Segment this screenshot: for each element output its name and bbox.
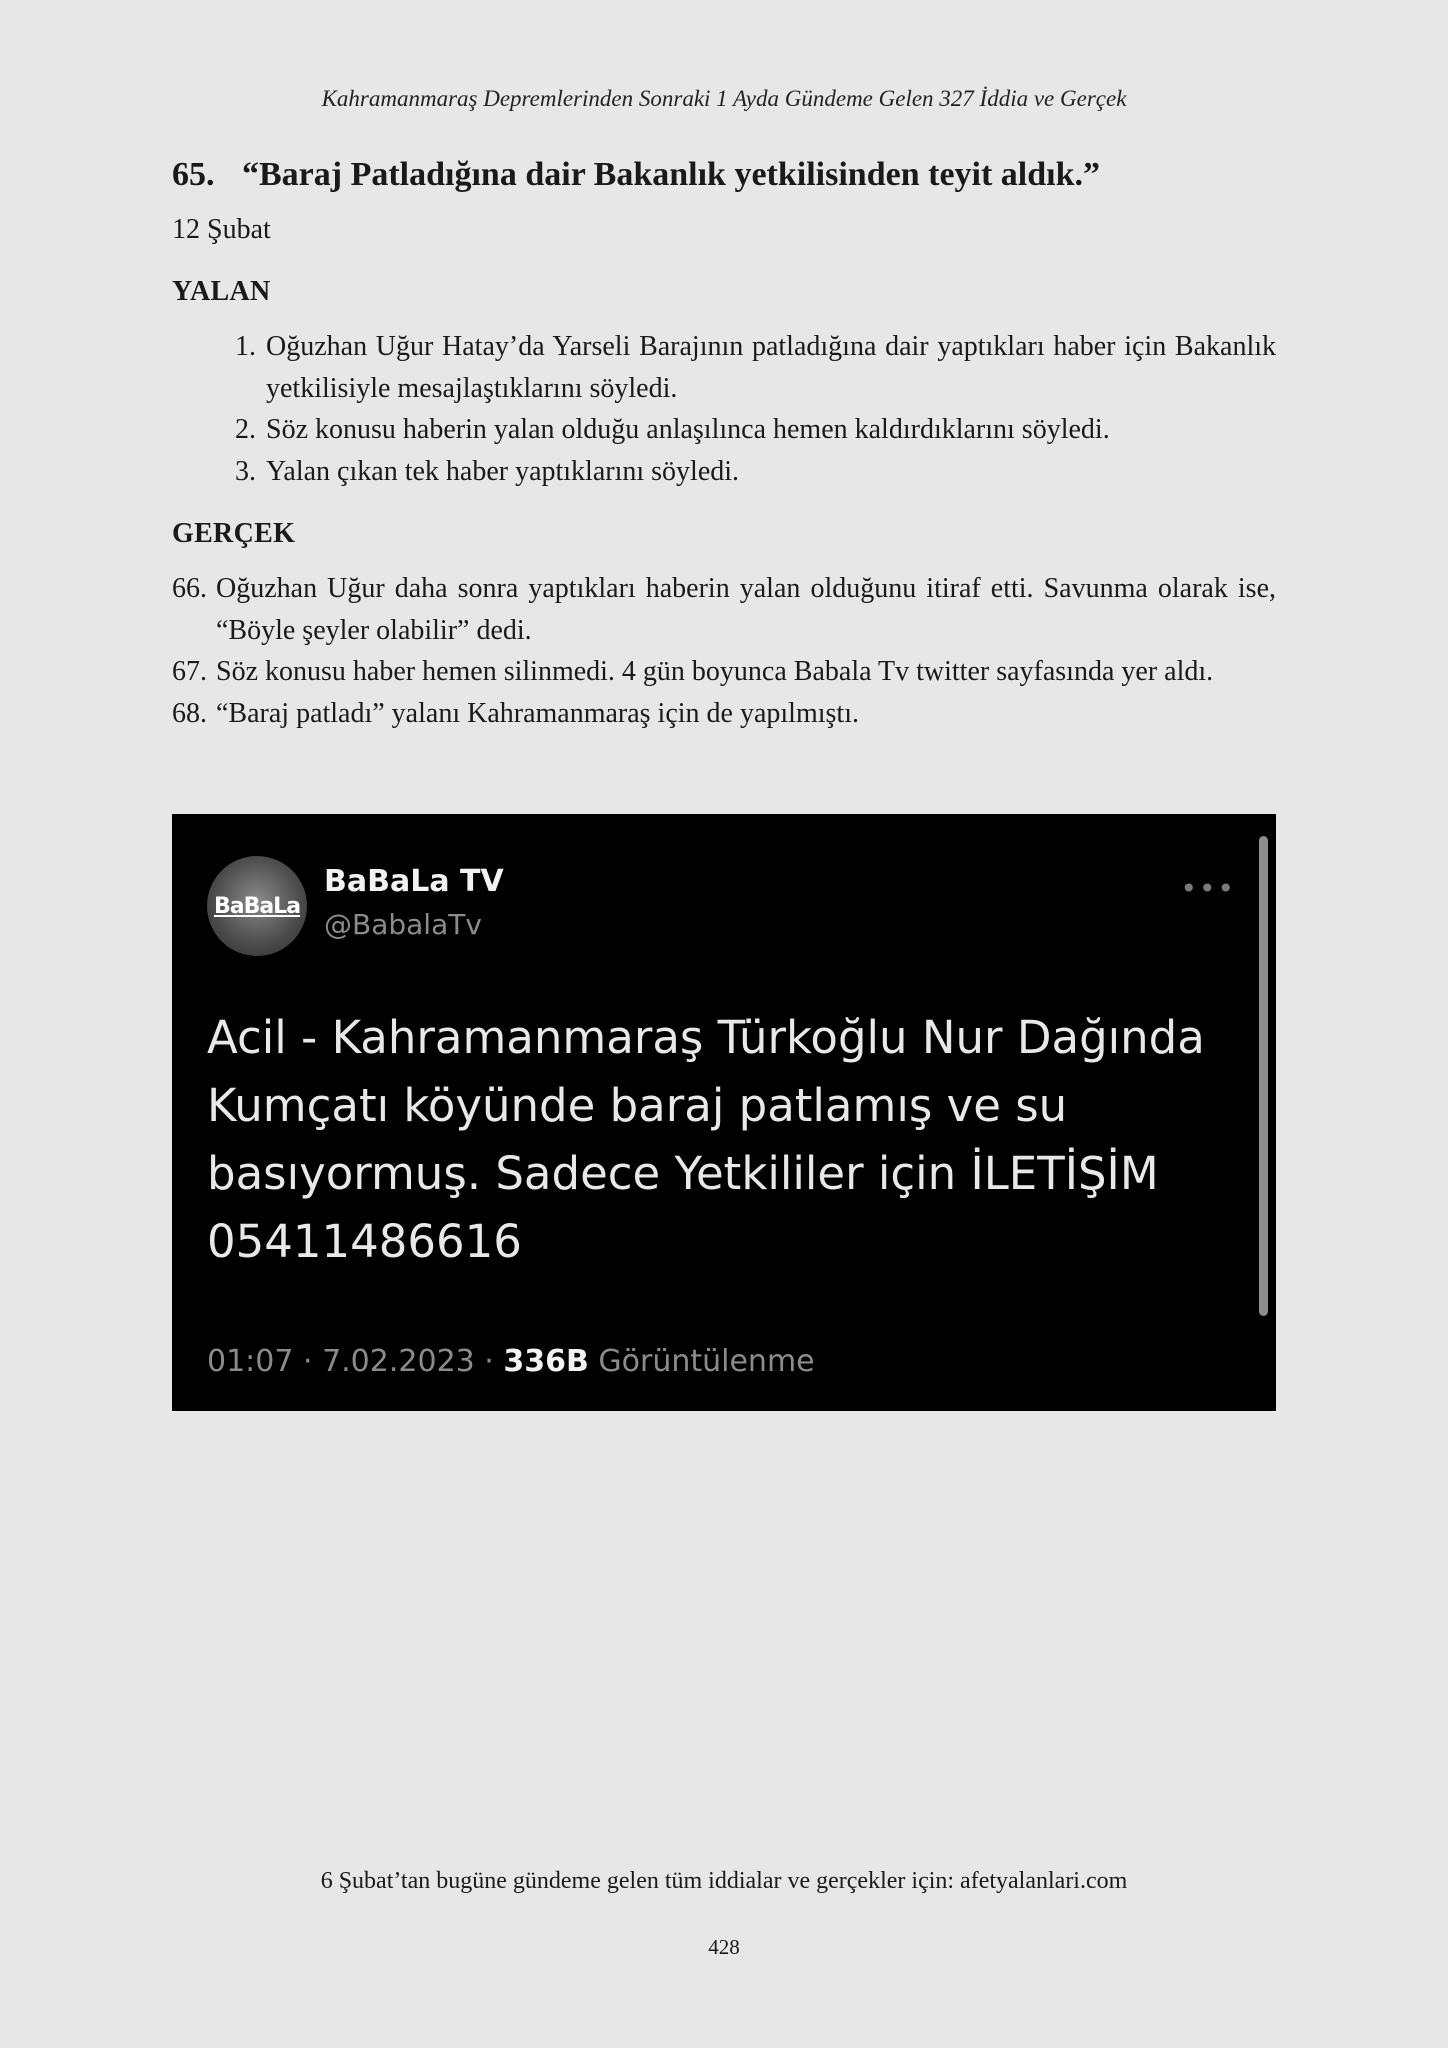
tweet-views-label: Görüntülenme bbox=[588, 1344, 815, 1379]
list-item: 67. Söz konusu haber hemen silinmedi. 4 gün boyunca Babala Tv twitter sayfasında yer aldı. bbox=[172, 656, 1214, 687]
list-item: 68. “Baraj patladı” yalanı Kahramanmaraş için de yapılmıştı. bbox=[172, 697, 859, 729]
tweet-views-count: 336B bbox=[503, 1344, 589, 1379]
page-number: 428 bbox=[708, 1935, 740, 1959]
claim-title bbox=[172, 150, 1276, 200]
claim-date: 12 Şubat bbox=[172, 214, 271, 245]
facts-list bbox=[172, 568, 1276, 734]
footer-text: 6 Şubat’tan bugüne gündeme gelen tüm iddialar ve gerçekler için: afetyalanlari.com bbox=[320, 1868, 1128, 1894]
avatar bbox=[207, 856, 307, 956]
claim-number: 65. bbox=[172, 156, 215, 193]
list-item: 1. Oğuzhan Uğur Hatay’da Yarseli Barajının patladığına dair yaptıkları haber için Bakanlık yetkilisiyle mesajlaştıklarını söyledi. bbox=[235, 331, 1276, 404]
tweet-display-name: BaBaLa TV bbox=[324, 864, 504, 899]
tweet-timestamp: 01:07 · 7.02.2023 · bbox=[207, 1344, 504, 1379]
list-item: 66. Oğuzhan Uğur daha sonra yaptıkları haberin yalan olduğunu itiraf etti. Savunma olarak ise, “Böyle şeyler olabilir” dedi. bbox=[172, 573, 1276, 646]
tweet-handle: @BabalaTv bbox=[324, 908, 482, 941]
list-item: 2. Söz konusu haberin yalan olduğu anlaşılınca hemen kaldırdıklarını söyledi. bbox=[235, 414, 1110, 445]
tweet-screenshot bbox=[172, 814, 1276, 1411]
true-section-label: GERÇEK bbox=[172, 518, 296, 549]
main-content bbox=[172, 150, 1276, 734]
false-section-label: YALAN bbox=[172, 276, 271, 307]
more-icon: ••• bbox=[1180, 872, 1236, 905]
list-item: 3. Yalan çıkan tek haber yaptıklarını söyledi. bbox=[235, 455, 740, 487]
tweet-meta bbox=[207, 1344, 815, 1379]
claim-title-text: “Baraj Patladığına dair Bakanlık yetkilisinden teyit aldık.” bbox=[242, 156, 1101, 193]
false-claims-list bbox=[172, 326, 1276, 492]
running-header: Kahramanmaraş Depremlerinden Sonraki 1 Ayda Gündeme Gelen 327 İddia ve Gerçek bbox=[321, 86, 1127, 111]
tweet-text: Acil - Kahramanmaraş Türkoğlu Nur Dağında Kumçatı köyünde baraj patlamış ve su basıyormuş. Sadece Yetkililer için İLETİŞİM 05411486616 bbox=[207, 1011, 1205, 1268]
avatar-logo-text: BaBaLa bbox=[213, 893, 301, 919]
scrollbar bbox=[1259, 836, 1268, 1316]
